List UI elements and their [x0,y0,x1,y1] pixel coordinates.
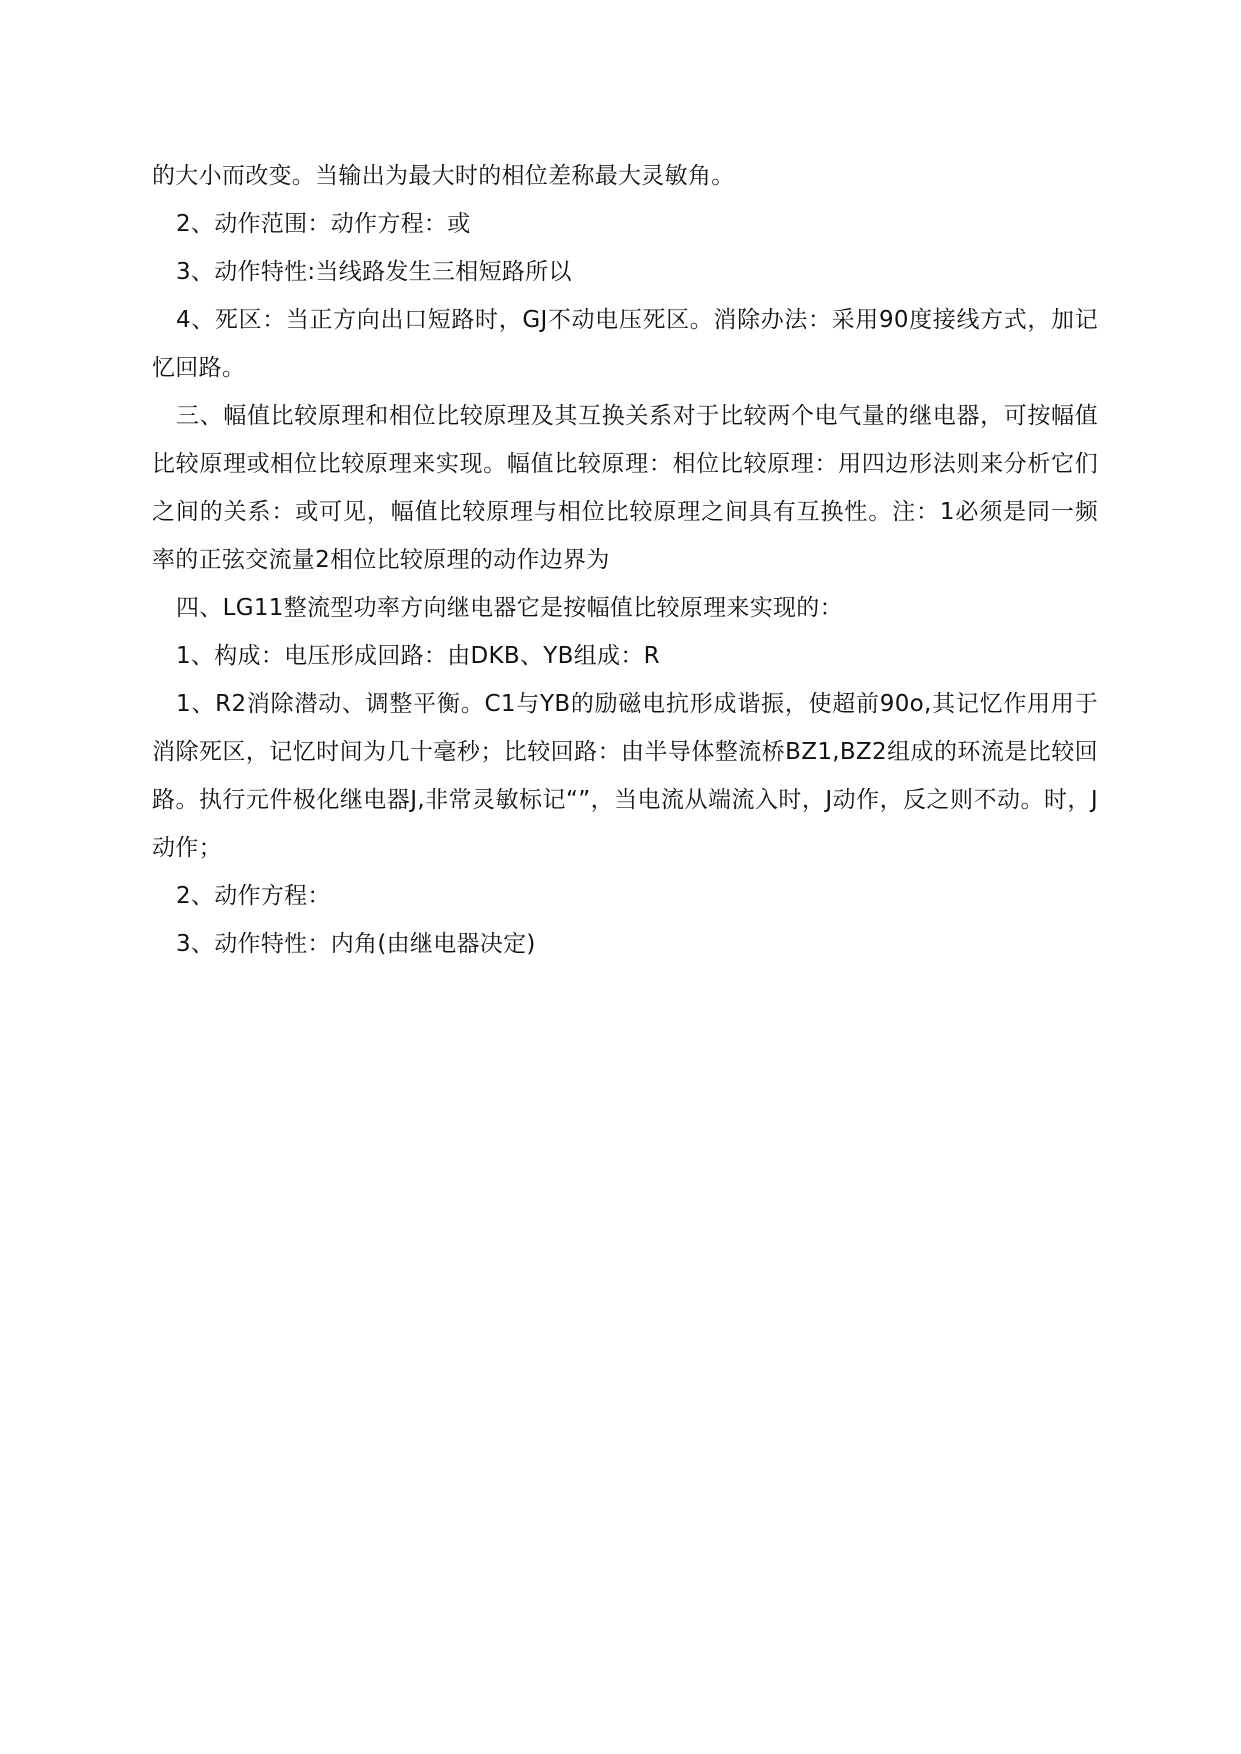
paragraph-dead-zone: 4、死区：当正方向出口短路时，GJ不动电压死区。消除办法：采用90度接线方式，加记忆回路。 [152,307,1098,381]
paragraph-composition: 1、构成：电压形成回路：由DKB、YB组成：R [176,643,660,669]
paragraph-section-three: 三、幅值比较原理和相位比较原理及其互换关系对于比较两个电气量的继电器，可按幅值比较原理或相位比较原理来实现。幅值比较原理：相位比较原理：用四边形法则来分析它们之间的关系：或可见，幅值比较原理与相位比较原理之间具有互换性。注：1必须是同一频率的正弦交流量2相位比较原理的动作边界为 [152,403,1098,573]
paragraph-r2-description: 1、R2消除潜动、调整平衡。C1与YB的励磁电抗形成谐振，使超前90o,其记忆作用用于消除死区，记忆时间为几十毫秒；比较回路：由半导体整流桥BZ1,BZ2组成的环流是比较回路。执行元件极化继电器J,非常灵敏标记“”，当电流从端流入时，J动作，反之则不动。时，J动作； [152,691,1098,861]
paragraph-action-range: 2、动作范围：动作方程：或 [176,211,471,237]
paragraph-continuation: 的大小而改变。当输出为最大时的相位差称最大灵敏角。 [152,163,735,189]
paragraph-action-equation: 2、动作方程： [176,883,331,909]
paragraph-section-four: 四、LG11整流型功率方向继电器它是按幅值比较原理来实现的： [176,595,843,621]
paragraph-action-characteristic-inner-angle: 3、动作特性：内角(由继电器决定) [176,931,536,957]
paragraph-action-characteristic: 3、动作特性:当线路发生三相短路所以 [176,259,572,285]
document-body [152,152,1098,968]
